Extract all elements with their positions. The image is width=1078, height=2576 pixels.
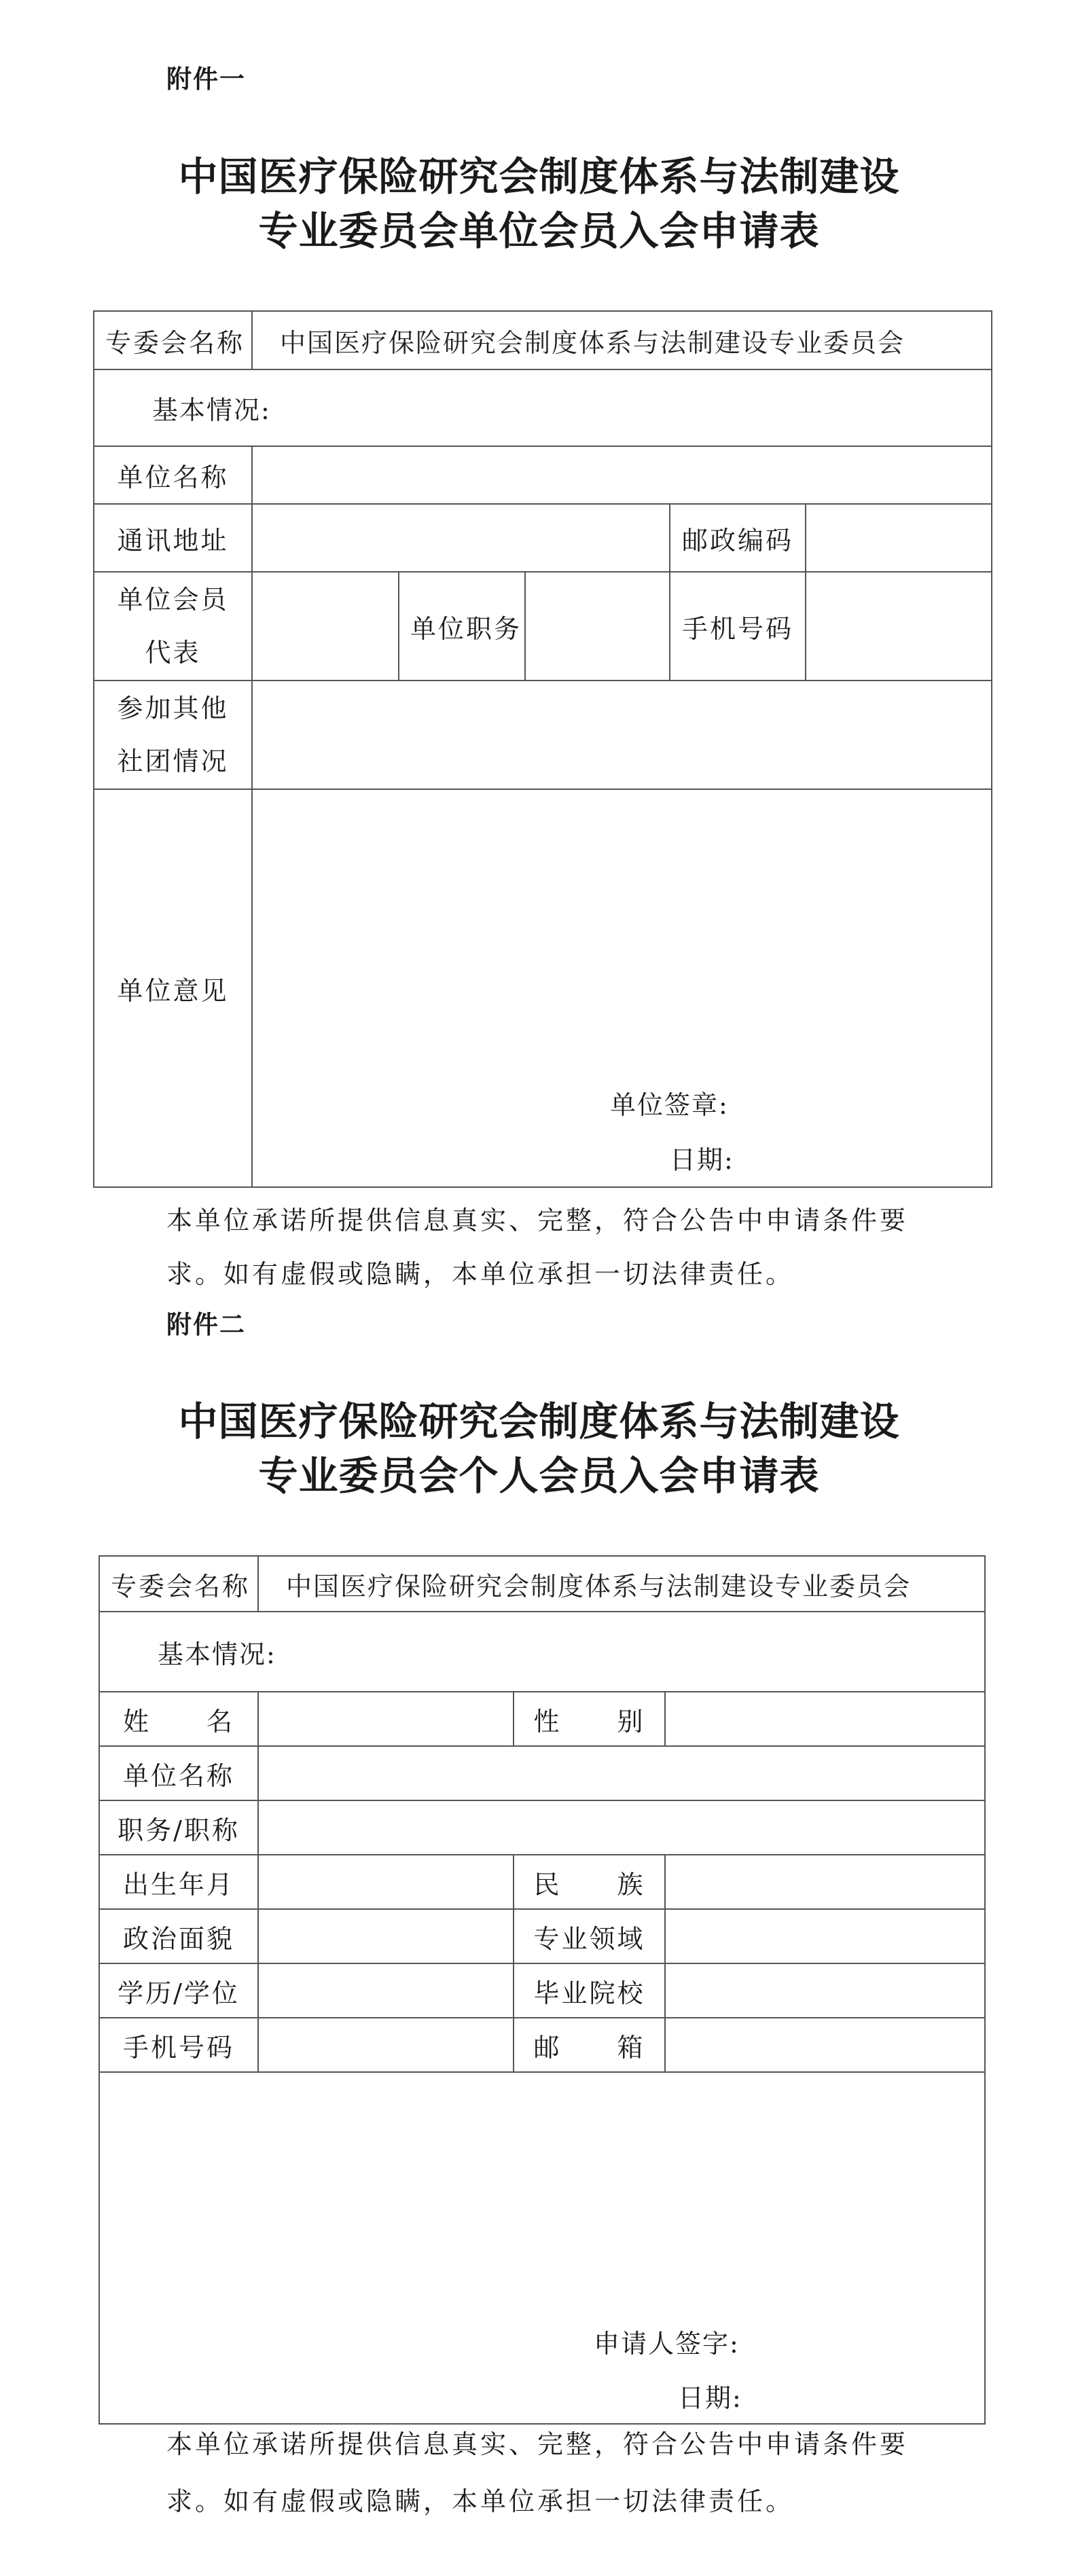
promise-1-line-2: 求。如有虚假或隐瞒，本单位承担一切法律责任。 <box>166 1259 795 1289</box>
name-label: 姓 名 <box>99 1692 258 1746</box>
birth-field[interactable] <box>258 1855 514 1909</box>
name-field[interactable] <box>258 1692 514 1746</box>
unit-seal-label: 单位签章: <box>610 1090 729 1120</box>
mobile-field[interactable] <box>806 572 992 681</box>
basic-info-label: 基本情况: <box>94 369 992 446</box>
other-org-field[interactable] <box>252 681 992 789</box>
committee-name-label-2: 专委会名称 <box>99 1556 258 1612</box>
address-field[interactable] <box>252 504 670 572</box>
job-title-label: 职务/职称 <box>99 1800 258 1855</box>
basic-info-label-2: 基本情况: <box>99 1612 985 1692</box>
job-title-field[interactable] <box>258 1800 985 1855</box>
school-field[interactable] <box>665 1963 985 2018</box>
committee-name-label: 专委会名称 <box>94 311 252 369</box>
school-label: 毕业院校 <box>514 1963 665 2018</box>
attachment-1-label: 附件一 <box>166 64 246 94</box>
individual-member-application-table <box>98 1555 986 2425</box>
unit-opinion-label: 单位意见 <box>94 789 252 1187</box>
other-org-label-line-2: 社团情况 <box>117 746 229 776</box>
email-label: 邮 箱 <box>514 2018 665 2072</box>
form-2-title-line-1: 中国医疗保险研究会制度体系与法制建设 <box>178 1398 900 1445</box>
address-label: 通讯地址 <box>94 504 252 572</box>
education-field[interactable] <box>258 1963 514 2018</box>
form-1-title-line-1: 中国医疗保险研究会制度体系与法制建设 <box>178 153 900 200</box>
unit-date-label: 日期: <box>670 1145 734 1175</box>
education-label: 学历/学位 <box>99 1963 258 2018</box>
unit-member-application-table <box>93 310 992 1188</box>
email-field[interactable] <box>665 2018 985 2072</box>
political-field[interactable] <box>258 1909 514 1963</box>
promise-1-line-1: 本单位承诺所提供信息真实、完整，符合公告中申请条件要 <box>166 1205 909 1235</box>
gender-label: 性 别 <box>514 1692 665 1746</box>
postal-code-field[interactable] <box>806 504 992 572</box>
birth-label: 出生年月 <box>99 1855 258 1909</box>
ethnicity-label: 民 族 <box>514 1855 665 1909</box>
committee-name-value-2: 中国医疗保险研究会制度体系与法制建设专业委员会 <box>258 1556 985 1612</box>
mobile-label-2: 手机号码 <box>99 2018 258 2072</box>
promise-2-line-2: 求。如有虚假或隐瞒，本单位承担一切法律责任。 <box>166 2486 795 2516</box>
unit-name-field-2[interactable] <box>258 1746 985 1800</box>
specialty-field[interactable] <box>665 1909 985 1963</box>
unit-position-label: 单位职务 <box>399 572 525 681</box>
mobile-field-2[interactable] <box>258 2018 514 2072</box>
unit-rep-label-line-2: 代表 <box>145 638 201 668</box>
postal-code-label: 邮政编码 <box>670 504 806 572</box>
applicant-opinion-field[interactable] <box>99 2072 985 2424</box>
unit-position-field[interactable] <box>525 572 670 681</box>
other-org-label <box>94 681 252 789</box>
specialty-label: 专业领域 <box>514 1909 665 1963</box>
form-1-title-line-2: 专业委员会单位会员入会申请表 <box>258 208 820 254</box>
applicant-date-label: 日期: <box>678 2383 742 2413</box>
attachment-2-label: 附件二 <box>166 1309 246 1339</box>
unit-opinion-field[interactable] <box>252 789 992 1187</box>
mobile-label: 手机号码 <box>670 572 806 681</box>
unit-name-field[interactable] <box>252 446 992 504</box>
applicant-sign-label: 申请人签字: <box>594 2329 740 2359</box>
unit-rep-field[interactable] <box>252 572 399 681</box>
political-label: 政治面貌 <box>99 1909 258 1963</box>
promise-2-line-1: 本单位承诺所提供信息真实、完整，符合公告中申请条件要 <box>166 2429 909 2459</box>
ethnicity-field[interactable] <box>665 1855 985 1909</box>
committee-name-value: 中国医疗保险研究会制度体系与法制建设专业委员会 <box>252 311 992 369</box>
unit-name-label: 单位名称 <box>94 446 252 504</box>
unit-rep-label <box>94 572 252 681</box>
unit-name-label-2: 单位名称 <box>99 1746 258 1800</box>
other-org-label-line-1: 参加其他 <box>117 693 229 723</box>
gender-field[interactable] <box>665 1692 985 1746</box>
unit-rep-label-line-1: 单位会员 <box>117 585 229 615</box>
form-2-title-line-2: 专业委员会个人会员入会申请表 <box>258 1453 820 1499</box>
